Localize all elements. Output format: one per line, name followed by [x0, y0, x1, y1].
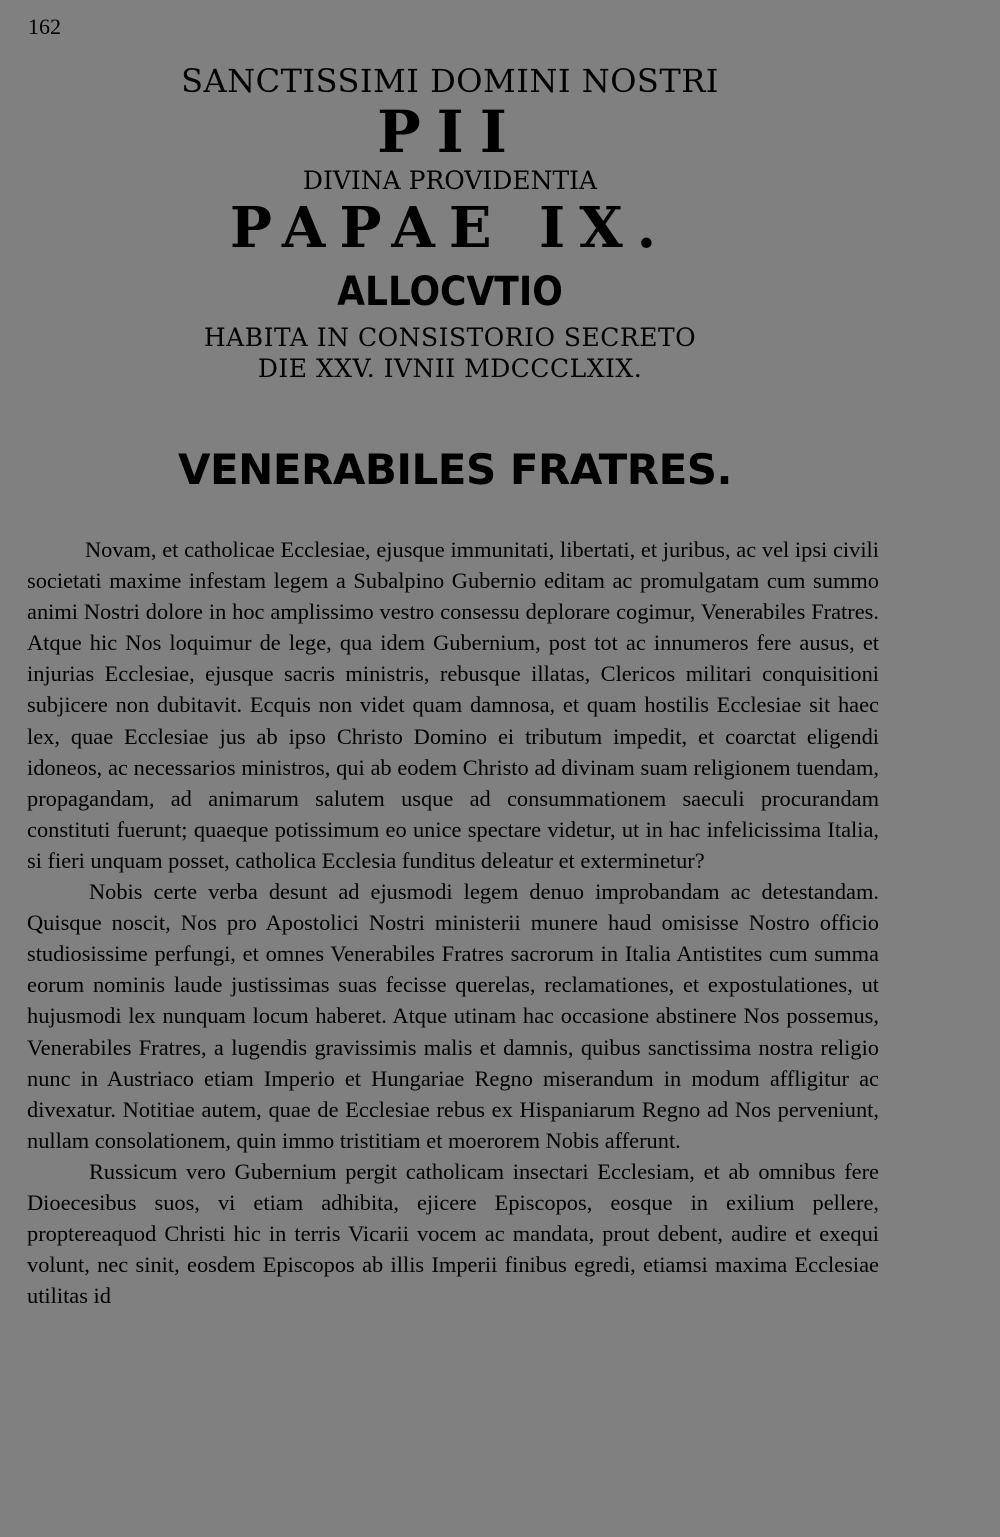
page-number: 162: [28, 14, 61, 39]
paragraph-1: Novam, et catholicae Ecclesiae, ejusque immunitati, libertati, et juribus, ac vel ipsi civili societati maxime infestam legem a Subalpino Gubernio editam ac promulgatam cum summo animi Nostri dolore in hoc amplissimo vestro consessu deplorare cogimur, Venerabiles Fratres. Atque hic Nos loquimur de lege, qua idem Gubernium, post tot ac innumeros fere ausus, et injurias Ecclesiae, ejusque sacris ministris, rebusque illatas, Clericos militari conquisitioni subjicere non dubitavit. Ecquis non videt quam damnosa, et quam hostilis Ecclesiae sit haec lex, quae Ecclesiae jus ab ipso Christo Domino ei tributum impedit, et coarctat eligendi idoneos, ac necessarios ministros, qui ab eodem Christo ad divinam suam religionem tuendam, propagandam, ad animarum salutem usque ad consummationem saeculi procurandam constituti fuerunt; quaeque potissimum eo unice spectare videtur, ut in hac infelicissima Italia, si fieri unquam posset, catholica Ecclesia funditus deleatur et exterminetur?: [27, 537, 879, 873]
salutation-heading: VENERABILES FRATRES.: [177, 445, 732, 494]
body-text: [27, 534, 879, 1311]
title-line-habita: HABITA IN CONSISTORIO SECRETO: [203, 323, 697, 352]
title-line-date: DIE XXV. IVNII MDCCCLXIX.: [257, 354, 643, 383]
title-line-allocutio: ALLOCVTIO: [337, 269, 563, 315]
title-block: [0, 56, 900, 383]
paragraph-3: Russicum vero Gubernium pergit catholicam insectari Ecclesiam, et ab omnibus fere Dioecesibus suos, vi etiam adhibita, ejicere Episcopos, eosque in exilium pellere, proptereaquod Christi hic in terris Vicarii vocem ac mandata, prout debent, audire et exequi volunt, nec sinit, eosdem Episcopos ab illis Imperii finibus egredi, etiamsi maxima Ecclesiae utilitas id: [27, 1158, 879, 1309]
title-line-papae: PAPAE IX.: [229, 195, 671, 261]
title-line-sanctissimi: SANCTISSIMI DOMINI NOSTRI: [181, 62, 719, 100]
title-line-divina: DIVINA PROVIDENTIA: [302, 166, 598, 195]
title-line-pii: PII: [377, 98, 523, 166]
paragraph-2: Nobis certe verba desunt ad ejusmodi legem denuo improbandam ac detestandam. Quisque noscit, Nos pro Apostolici Nostri ministerii munere haud omisisse Nostro officio studiosissime perfungi, et omnes Venerabiles Fratres sacrorum in Italia Antistites cum summa eorum nominis laude justissimas suas fecisse querelas, reclamationes, et expostulationes, ut hujusmodi lex nunquam locum haberet. Atque utinam hac occasione abstinere Nos possemus, Venerabiles Fratres, a lugendis gravissimis malis et damnis, quibus sanctissima nostra religio nunc in Austriaco etiam Imperio et Hungariae Regno miserandum in modum affligitur ac divexatur. Notitiae autem, quae de Ecclesiae rebus ex Hispaniarum Regno ad Nos perveniunt, nullam consolationem, quin immo tristitiam et moerorem Nobis afferunt.: [27, 879, 879, 1153]
